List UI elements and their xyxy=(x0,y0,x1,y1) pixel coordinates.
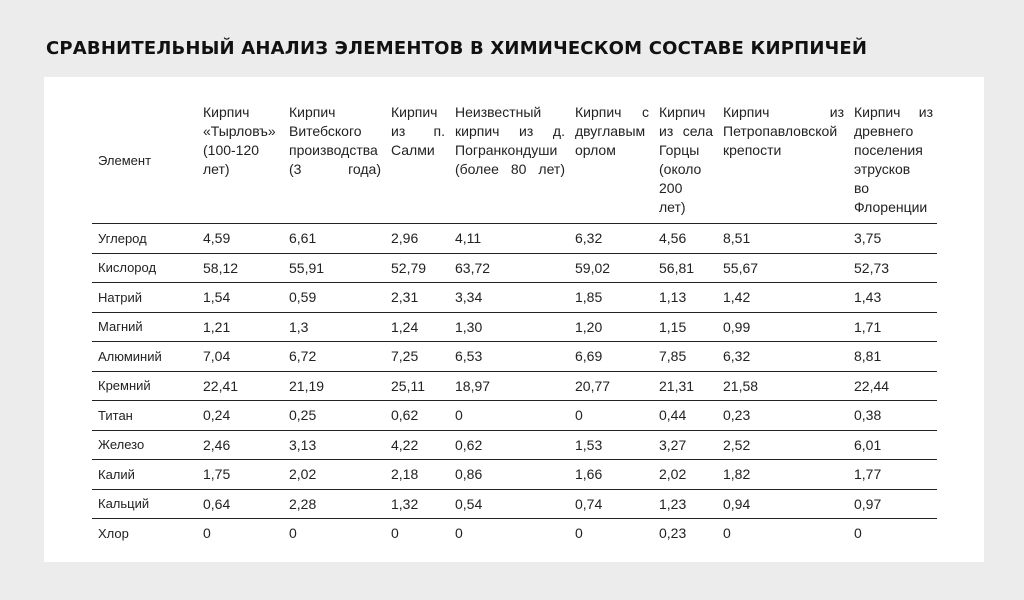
value-cell: 0,59 xyxy=(283,283,385,313)
table-row xyxy=(92,253,937,283)
table-row xyxy=(92,312,937,342)
value-cell: 0,38 xyxy=(848,401,937,431)
value-cell: 8,51 xyxy=(717,224,848,254)
element-name-cell: Кислород xyxy=(92,253,197,283)
value-cell: 1,20 xyxy=(569,312,653,342)
column-header-line: «Тырловъ» xyxy=(203,123,276,139)
value-cell: 6,01 xyxy=(848,430,937,460)
value-cell: 2,18 xyxy=(385,460,449,490)
column-header-line: производства xyxy=(289,142,378,158)
element-name-cell: Железо xyxy=(92,430,197,460)
value-cell: 21,58 xyxy=(717,371,848,401)
column-header xyxy=(653,99,717,224)
column-header-line: во xyxy=(854,180,870,196)
value-cell: 55,91 xyxy=(283,253,385,283)
column-header-line: Неизвестный xyxy=(455,104,542,120)
value-cell: 3,13 xyxy=(283,430,385,460)
value-cell: 1,23 xyxy=(653,489,717,519)
value-cell: 0,44 xyxy=(653,401,717,431)
column-header-line: Кирпич xyxy=(289,104,336,120)
value-cell: 59,02 xyxy=(569,253,653,283)
value-cell: 0,23 xyxy=(659,525,687,542)
value-cell: 1,85 xyxy=(569,283,653,313)
value-cell: 0,62 xyxy=(449,430,569,460)
table-row xyxy=(92,342,937,372)
column-header-line: крепости xyxy=(723,142,782,158)
table-row xyxy=(92,283,937,313)
value-cell: 0,94 xyxy=(717,489,848,519)
element-name-cell: Кальций xyxy=(92,489,197,519)
value-cell: 0,62 xyxy=(385,401,449,431)
column-header-line: двуглавым xyxy=(575,123,646,139)
value-cell: 1,3 xyxy=(283,312,385,342)
value-cell: 2,28 xyxy=(283,489,385,519)
value-cell: 1,82 xyxy=(717,460,848,490)
value-cell: 2,96 xyxy=(385,224,449,254)
table-row xyxy=(92,401,937,431)
value-cell: 25,11 xyxy=(385,371,449,401)
value-cell: 0,25 xyxy=(283,401,385,431)
column-header-line: (3 года) xyxy=(289,161,381,177)
column-header-line: орлом xyxy=(575,142,616,158)
value-cell: 52,73 xyxy=(848,253,937,283)
page-title: СРАВНИТЕЛЬНЫЙ АНАЛИЗ ЭЛЕМЕНТОВ В ХИМИЧЕСКОМ СОСТАВЕ КИРПИЧЕЙ xyxy=(46,38,868,59)
value-cell: 0,99 xyxy=(717,312,848,342)
value-cell: 1,42 xyxy=(717,283,848,313)
value-cell: 6,32 xyxy=(717,342,848,372)
header-row xyxy=(92,99,937,224)
value-cell: 1,43 xyxy=(848,283,937,313)
value-cell: 0 xyxy=(203,525,211,542)
value-cell: 4,22 xyxy=(385,430,449,460)
value-cell: 2,02 xyxy=(283,460,385,490)
value-cell: 1,75 xyxy=(197,460,283,490)
column-header xyxy=(197,99,283,224)
column-header-line: древнего xyxy=(854,123,914,139)
table-row xyxy=(92,489,937,519)
column-header-line: Витебского xyxy=(289,123,362,139)
value-cell: 1,15 xyxy=(653,312,717,342)
element-name-cell: Углерод xyxy=(92,224,197,254)
value-cell: 4,56 xyxy=(653,224,717,254)
table-row xyxy=(92,519,937,548)
value-cell: 22,41 xyxy=(197,371,283,401)
column-header-line: Флоренции xyxy=(854,199,928,215)
value-cell: 1,30 xyxy=(449,312,569,342)
value-cell: 1,32 xyxy=(385,489,449,519)
table-card xyxy=(44,77,984,562)
column-header-line: этрусков xyxy=(854,161,911,177)
element-name-cell: Калий xyxy=(92,460,197,490)
element-name-cell: Алюминий xyxy=(92,342,197,372)
column-header-line: Петропавловской xyxy=(723,123,838,139)
value-cell: 0,97 xyxy=(848,489,937,519)
value-cell: 1,77 xyxy=(848,460,937,490)
value-cell: 0,74 xyxy=(569,489,653,519)
value-cell: 22,44 xyxy=(848,371,937,401)
value-cell: 0 xyxy=(575,525,583,542)
value-cell: 8,81 xyxy=(848,342,937,372)
value-cell: 3,27 xyxy=(653,430,717,460)
composition-table xyxy=(92,99,937,548)
column-header xyxy=(449,99,569,224)
column-header-line: Кирпич xyxy=(391,104,438,120)
column-header-line: лет) xyxy=(659,199,686,215)
value-cell: 1,24 xyxy=(385,312,449,342)
column-header-line: из села xyxy=(659,123,713,139)
value-cell: 6,32 xyxy=(569,224,653,254)
value-cell: 0,23 xyxy=(717,401,848,431)
table-row xyxy=(92,371,937,401)
value-cell: 6,53 xyxy=(449,342,569,372)
column-header-line: поселения xyxy=(854,142,923,158)
value-cell: 4,59 xyxy=(197,224,283,254)
value-cell: 0,54 xyxy=(449,489,569,519)
column-header-line: Кирпич xyxy=(659,104,706,120)
value-cell: 0 xyxy=(289,525,297,542)
value-cell: 1,71 xyxy=(848,312,937,342)
value-cell: 1,54 xyxy=(197,283,283,313)
element-name-cell: Магний xyxy=(92,312,197,342)
column-header xyxy=(717,99,848,224)
value-cell: 18,97 xyxy=(449,371,569,401)
column-header-line: (100-120 xyxy=(203,142,260,158)
value-cell: 0 xyxy=(723,525,731,542)
value-cell: 63,72 xyxy=(449,253,569,283)
value-cell: 1,66 xyxy=(569,460,653,490)
table-row xyxy=(92,224,937,254)
table-row xyxy=(92,430,937,460)
value-cell: 3,75 xyxy=(848,224,937,254)
column-header-line: Кирпич из xyxy=(854,104,933,120)
value-cell: 6,72 xyxy=(283,342,385,372)
value-cell: 56,81 xyxy=(653,253,717,283)
element-name-cell: Титан xyxy=(92,401,197,431)
table-row xyxy=(92,460,937,490)
value-cell: 21,19 xyxy=(283,371,385,401)
column-header-line: Кирпич xyxy=(203,104,250,120)
value-cell: 2,52 xyxy=(717,430,848,460)
value-cell: 0 xyxy=(854,525,862,542)
element-name-cell: Натрий xyxy=(92,283,197,313)
value-cell: 2,46 xyxy=(197,430,283,460)
element-column-header: Элемент xyxy=(92,99,197,224)
value-cell: 52,79 xyxy=(385,253,449,283)
value-cell: 1,21 xyxy=(197,312,283,342)
value-cell: 0 xyxy=(569,401,653,431)
column-header xyxy=(283,99,385,224)
value-cell: 7,85 xyxy=(653,342,717,372)
column-header-line: 200 xyxy=(659,180,683,196)
column-header xyxy=(569,99,653,224)
value-cell: 7,25 xyxy=(385,342,449,372)
value-cell: 20,77 xyxy=(569,371,653,401)
column-header-line: Салми xyxy=(391,142,435,158)
column-header-line: (около xyxy=(659,161,702,177)
value-cell: 7,04 xyxy=(197,342,283,372)
value-cell: 0 xyxy=(391,525,399,542)
value-cell: 55,67 xyxy=(717,253,848,283)
value-cell: 0 xyxy=(455,525,463,542)
column-header-line: Кирпич из xyxy=(723,104,844,120)
column-header xyxy=(385,99,449,224)
value-cell: 6,69 xyxy=(569,342,653,372)
value-cell: 1,53 xyxy=(569,430,653,460)
value-cell: 4,11 xyxy=(449,224,569,254)
value-cell: 1,13 xyxy=(653,283,717,313)
value-cell: 58,12 xyxy=(197,253,283,283)
value-cell: 3,34 xyxy=(449,283,569,313)
column-header-line: лет) xyxy=(203,161,230,177)
value-cell: 2,02 xyxy=(653,460,717,490)
value-cell: 0,64 xyxy=(197,489,283,519)
column-header-line: (более 80 лет) xyxy=(455,161,565,177)
element-name-cell: Хлор xyxy=(98,525,129,541)
value-cell: 0,24 xyxy=(197,401,283,431)
column-header-line: Кирпич с xyxy=(575,104,649,120)
column-header-line: кирпич из д. xyxy=(455,123,565,139)
value-cell: 0 xyxy=(449,401,569,431)
value-cell: 2,31 xyxy=(385,283,449,313)
value-cell: 0,86 xyxy=(449,460,569,490)
value-cell: 6,61 xyxy=(283,224,385,254)
column-header-line: Погранкондуши xyxy=(455,142,558,158)
column-header xyxy=(848,99,937,224)
element-name-cell: Кремний xyxy=(92,371,197,401)
value-cell: 21,31 xyxy=(653,371,717,401)
column-header-line: из п. xyxy=(391,123,445,139)
table-body xyxy=(92,224,937,548)
column-header-line: Горцы xyxy=(659,142,700,158)
